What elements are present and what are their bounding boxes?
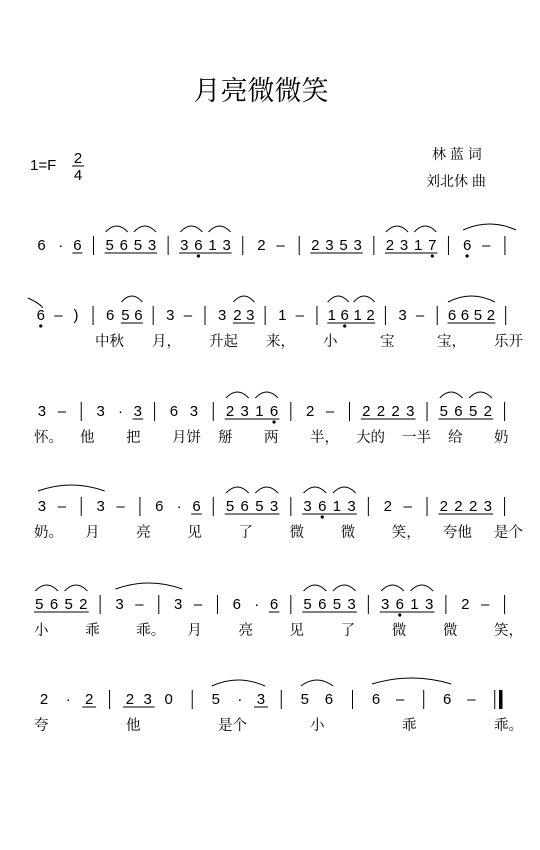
jianpu-note: 5 [439, 403, 448, 420]
jianpu-note: 3 [217, 307, 227, 324]
jianpu-note: 2 [225, 403, 235, 420]
jianpu-note: 5 [468, 403, 478, 420]
jianpu-note: 3 [424, 596, 434, 613]
lyric-syllable: 宝， [437, 334, 466, 350]
composer-credit: 刘北休 曲 [426, 173, 486, 189]
lower-octave-dot [398, 613, 401, 616]
tie [115, 583, 182, 589]
slur [448, 296, 495, 302]
jianpu-note: – [276, 237, 285, 254]
lyric-syllable: 乖 [85, 623, 100, 639]
lyric-syllable: 他 [126, 718, 141, 734]
jianpu-note: 6 [371, 691, 381, 708]
jianpu-note: 3 [406, 403, 415, 420]
lyric-syllable: 小 [34, 623, 49, 639]
jianpu-note: 5 [339, 237, 348, 254]
score-lines [28, 224, 523, 734]
jianpu-note: 2 [391, 403, 400, 420]
jianpu-note: ) [73, 307, 79, 324]
lyric-syllable: 乖。 [494, 718, 523, 734]
jianpu-note: · [237, 691, 243, 708]
lyric-syllable: 微 [442, 623, 458, 639]
jianpu-note: 6 [240, 498, 249, 515]
jianpu-note: 6 [318, 596, 327, 613]
jianpu-note: 3 [347, 498, 356, 515]
jianpu-note: 6 [232, 596, 242, 613]
time-signature-top: 2 [73, 150, 83, 167]
tie [372, 678, 451, 684]
lyric-syllable: 月， [152, 334, 181, 350]
lyric-syllable: 半， [310, 430, 339, 446]
jianpu-note: 1 [414, 237, 423, 254]
jianpu-note: 6 [49, 596, 59, 613]
slur [410, 585, 433, 591]
jianpu-note: – [57, 498, 67, 515]
jianpu-note: 1 [327, 307, 336, 324]
jianpu-note: 6 [194, 237, 203, 254]
lyric-syllable: 大的 [356, 430, 385, 446]
slur [180, 226, 202, 232]
jianpu-note: 3 [189, 403, 199, 420]
jianpu-note: 2 [483, 403, 492, 420]
jianpu-note: 5 [255, 498, 264, 515]
lyric-syllable: 见 [187, 525, 202, 541]
lyric-syllable: 夸 [34, 718, 49, 734]
time-signature-bottom: 4 [73, 167, 83, 184]
jianpu-note: 5 [35, 596, 44, 613]
lyric-syllable: 笑， [494, 623, 523, 639]
jianpu-note: 3 [398, 307, 407, 324]
lyric-syllable: 小 [310, 718, 325, 734]
jianpu-note: 6 [73, 237, 82, 254]
jianpu-note: 2 [486, 307, 496, 324]
jianpu-note: 5 [225, 498, 235, 515]
jianpu-note: 5 [121, 307, 130, 324]
jianpu-note: – [54, 307, 63, 324]
jianpu-note: 3 [483, 498, 492, 515]
slur [386, 226, 408, 232]
lyric-syllable: 两 [264, 430, 279, 446]
jianpu-note: 6 [106, 307, 115, 324]
slur [301, 680, 333, 686]
jianpu-note: 6 [462, 237, 472, 254]
jianpu-note: 2 [439, 498, 448, 515]
slur [121, 296, 142, 302]
jianpu-note: 2 [461, 596, 470, 613]
jianpu-note: 3 [222, 237, 231, 254]
lower-octave-dot [343, 324, 346, 327]
jianpu-note: – [116, 498, 125, 515]
slur [106, 226, 128, 232]
key-signature: 1=F [30, 157, 57, 174]
jianpu-note: 3 [115, 596, 124, 613]
jianpu-note: 6 [395, 596, 404, 613]
slur [328, 296, 349, 302]
slur [233, 296, 254, 302]
lower-octave-dot [321, 515, 324, 518]
slur [333, 487, 356, 493]
jianpu-note: 1 [278, 307, 287, 324]
jianpu-note: – [481, 596, 490, 613]
jianpu-note: 2 [468, 498, 478, 515]
lyric-syllable: 怀。 [34, 430, 63, 446]
jianpu-note: 2 [306, 403, 315, 420]
lower-octave-dot [39, 324, 42, 327]
jianpu-note: 3 [325, 237, 334, 254]
jianpu-note: 2 [85, 691, 94, 708]
lyric-syllable: 月饼 [172, 430, 201, 446]
jianpu-note: · [118, 403, 124, 420]
lyric-syllable: 是个 [494, 525, 523, 541]
lyric-syllable: 他 [80, 430, 95, 446]
jianpu-note: – [403, 498, 412, 515]
lyric-syllable: 微 [391, 623, 407, 639]
jianpu-note: · [65, 691, 71, 708]
jianpu-note: 3 [303, 498, 312, 515]
lyric-syllable: 来， [266, 334, 295, 350]
jianpu-note: 6 [269, 596, 279, 613]
lyric-syllable: 夸他 [442, 525, 472, 541]
jianpu-note: 0 [164, 691, 173, 708]
slur [226, 392, 249, 398]
jianpu-note: – [135, 596, 144, 613]
slur [212, 680, 265, 686]
jianpu-note: 2 [383, 498, 392, 515]
jianpu-note: · [176, 498, 182, 515]
lyric-syllable: 小 [323, 334, 338, 350]
jianpu-note: 6 [155, 498, 164, 515]
lyric-syllable: 乖。 [136, 623, 166, 639]
jianpu-note: 6 [269, 403, 279, 420]
jianpu-note: 3 [353, 237, 362, 254]
jianpu-note: 6 [447, 307, 457, 324]
lyric-syllable: 微 [289, 525, 305, 541]
jianpu-note: 6 [192, 498, 201, 515]
lyric-syllable: 亮 [238, 623, 253, 639]
slur [65, 585, 88, 591]
lyric-syllable: 一半 [402, 430, 431, 446]
jianpu-note: 3 [347, 596, 356, 613]
jianpu-note: – [325, 403, 335, 420]
slur [381, 585, 404, 591]
slur [440, 392, 463, 398]
lyric-syllable: 升起 [209, 334, 238, 350]
jianpu-note: 2 [362, 403, 371, 420]
jianpu-note: 3 [173, 596, 183, 613]
jianpu-note: 6 [454, 403, 463, 420]
jianpu-note: 5 [332, 596, 342, 613]
jianpu-note: 3 [399, 237, 409, 254]
jianpu-note: 3 [133, 403, 143, 420]
lyric-syllable: 月 [85, 525, 100, 541]
jianpu-note: 3 [96, 498, 105, 515]
jianpu-note: 6 [443, 691, 452, 708]
jianpu-note: 3 [380, 596, 390, 613]
slur [333, 585, 356, 591]
lyric-syllable: 笑， [391, 525, 421, 541]
jianpu-note: 3 [240, 403, 249, 420]
jianpu-note: 2 [454, 498, 463, 515]
tie [38, 485, 105, 491]
jianpu-note: – [467, 691, 476, 708]
slur [226, 487, 249, 493]
jianpu-note: 3 [269, 498, 279, 515]
jianpu-note: – [482, 237, 491, 254]
lyric-syllable: 把 [126, 430, 141, 446]
lower-octave-dot [466, 254, 469, 257]
slur [354, 296, 375, 302]
lyric-syllable: 奶 [494, 430, 509, 446]
jianpu-note: 1 [255, 403, 264, 420]
lyric-syllable: 微 [340, 525, 356, 541]
slur [414, 226, 436, 232]
jianpu-note: 6 [318, 498, 327, 515]
jianpu-note: 1 [208, 237, 217, 254]
jianpu-note: 2 [311, 237, 320, 254]
lower-octave-dot [272, 420, 275, 423]
lyric-syllable: 中秋 [95, 334, 124, 350]
song-title: 月亮微微笑 [193, 76, 329, 106]
jianpu-note: – [415, 307, 425, 324]
jianpu-note: 5 [105, 237, 114, 254]
slur [35, 585, 58, 591]
lyric-syllable: 见 [289, 623, 305, 639]
lyric-syllable: 奶。 [34, 525, 63, 541]
jianpu-note: 2 [366, 307, 375, 324]
jianpu-note: – [396, 691, 405, 708]
jianpu-note: 5 [133, 237, 143, 254]
lyricist-credit: 林 蓝 词 [432, 146, 482, 162]
jianpu-note: 3 [37, 403, 47, 420]
lyric-syllable: 宝 [380, 334, 395, 350]
jianpu-note: – [295, 307, 305, 324]
jianpu-note: 2 [79, 596, 88, 613]
jianpu-note: 2 [125, 691, 135, 708]
jianpu-note: 1 [410, 596, 419, 613]
jianpu-note: 5 [211, 691, 220, 708]
jianpu-note: 3 [147, 237, 157, 254]
jianpu-note: 6 [340, 307, 349, 324]
jianpu-note: 3 [37, 498, 47, 515]
lyric-syllable: 乖 [402, 718, 417, 734]
jianpu-note: 2 [39, 691, 49, 708]
lyric-syllable: 掰 [218, 430, 233, 446]
lyric-syllable: 给 [448, 430, 463, 446]
jianpu-note: 6 [36, 307, 45, 324]
jianpu-note: 6 [134, 307, 143, 324]
jianpu-note: 6 [460, 307, 470, 324]
jianpu-note: 2 [233, 307, 242, 324]
lyric-syllable: 了 [238, 525, 253, 541]
jianpu-note: 3 [180, 237, 189, 254]
slur [134, 226, 156, 232]
jianpu-note: · [254, 596, 260, 613]
lyric-syllable: 了 [340, 623, 356, 639]
jianpu-note: 3 [256, 691, 266, 708]
jianpu-note: – [183, 307, 193, 324]
jianpu-note: 5 [64, 596, 73, 613]
tie-continues [463, 224, 516, 230]
lyric-syllable: 乐开 [494, 334, 523, 350]
jianpu-note: 3 [166, 307, 175, 324]
jianpu-note: 3 [143, 691, 152, 708]
jianpu-note: 5 [303, 596, 312, 613]
jianpu-note: 7 [428, 237, 437, 254]
jianpu-note: · [58, 237, 64, 254]
slur [469, 392, 492, 398]
jianpu-note: 2 [385, 237, 395, 254]
lyric-syllable: 月 [187, 623, 202, 639]
jianpu-note: 1 [332, 498, 342, 515]
jianpu-note: 6 [119, 237, 128, 254]
lower-octave-dot [197, 254, 200, 257]
jianpu-note: 6 [324, 691, 334, 708]
jianpu-note: 2 [376, 403, 386, 420]
slur [255, 487, 278, 493]
jianpu-note: 5 [300, 691, 309, 708]
jianpu-note: 3 [246, 307, 255, 324]
slur [304, 585, 327, 591]
jianpu-note: 2 [257, 237, 266, 254]
lower-octave-dot [431, 254, 434, 257]
slur [304, 487, 327, 493]
jianpu-note: 6 [37, 237, 46, 254]
slur [208, 226, 230, 232]
lyric-syllable: 是个 [218, 718, 247, 734]
jianpu-note: 5 [473, 307, 483, 324]
jianpu-note: 1 [353, 307, 362, 324]
jianpu-note: 6 [169, 403, 179, 420]
lyric-syllable: 亮 [136, 525, 151, 541]
jianpu-note: – [193, 596, 203, 613]
jianpu-note: – [57, 403, 67, 420]
slur [255, 392, 278, 398]
jianpu-note: 3 [96, 403, 105, 420]
